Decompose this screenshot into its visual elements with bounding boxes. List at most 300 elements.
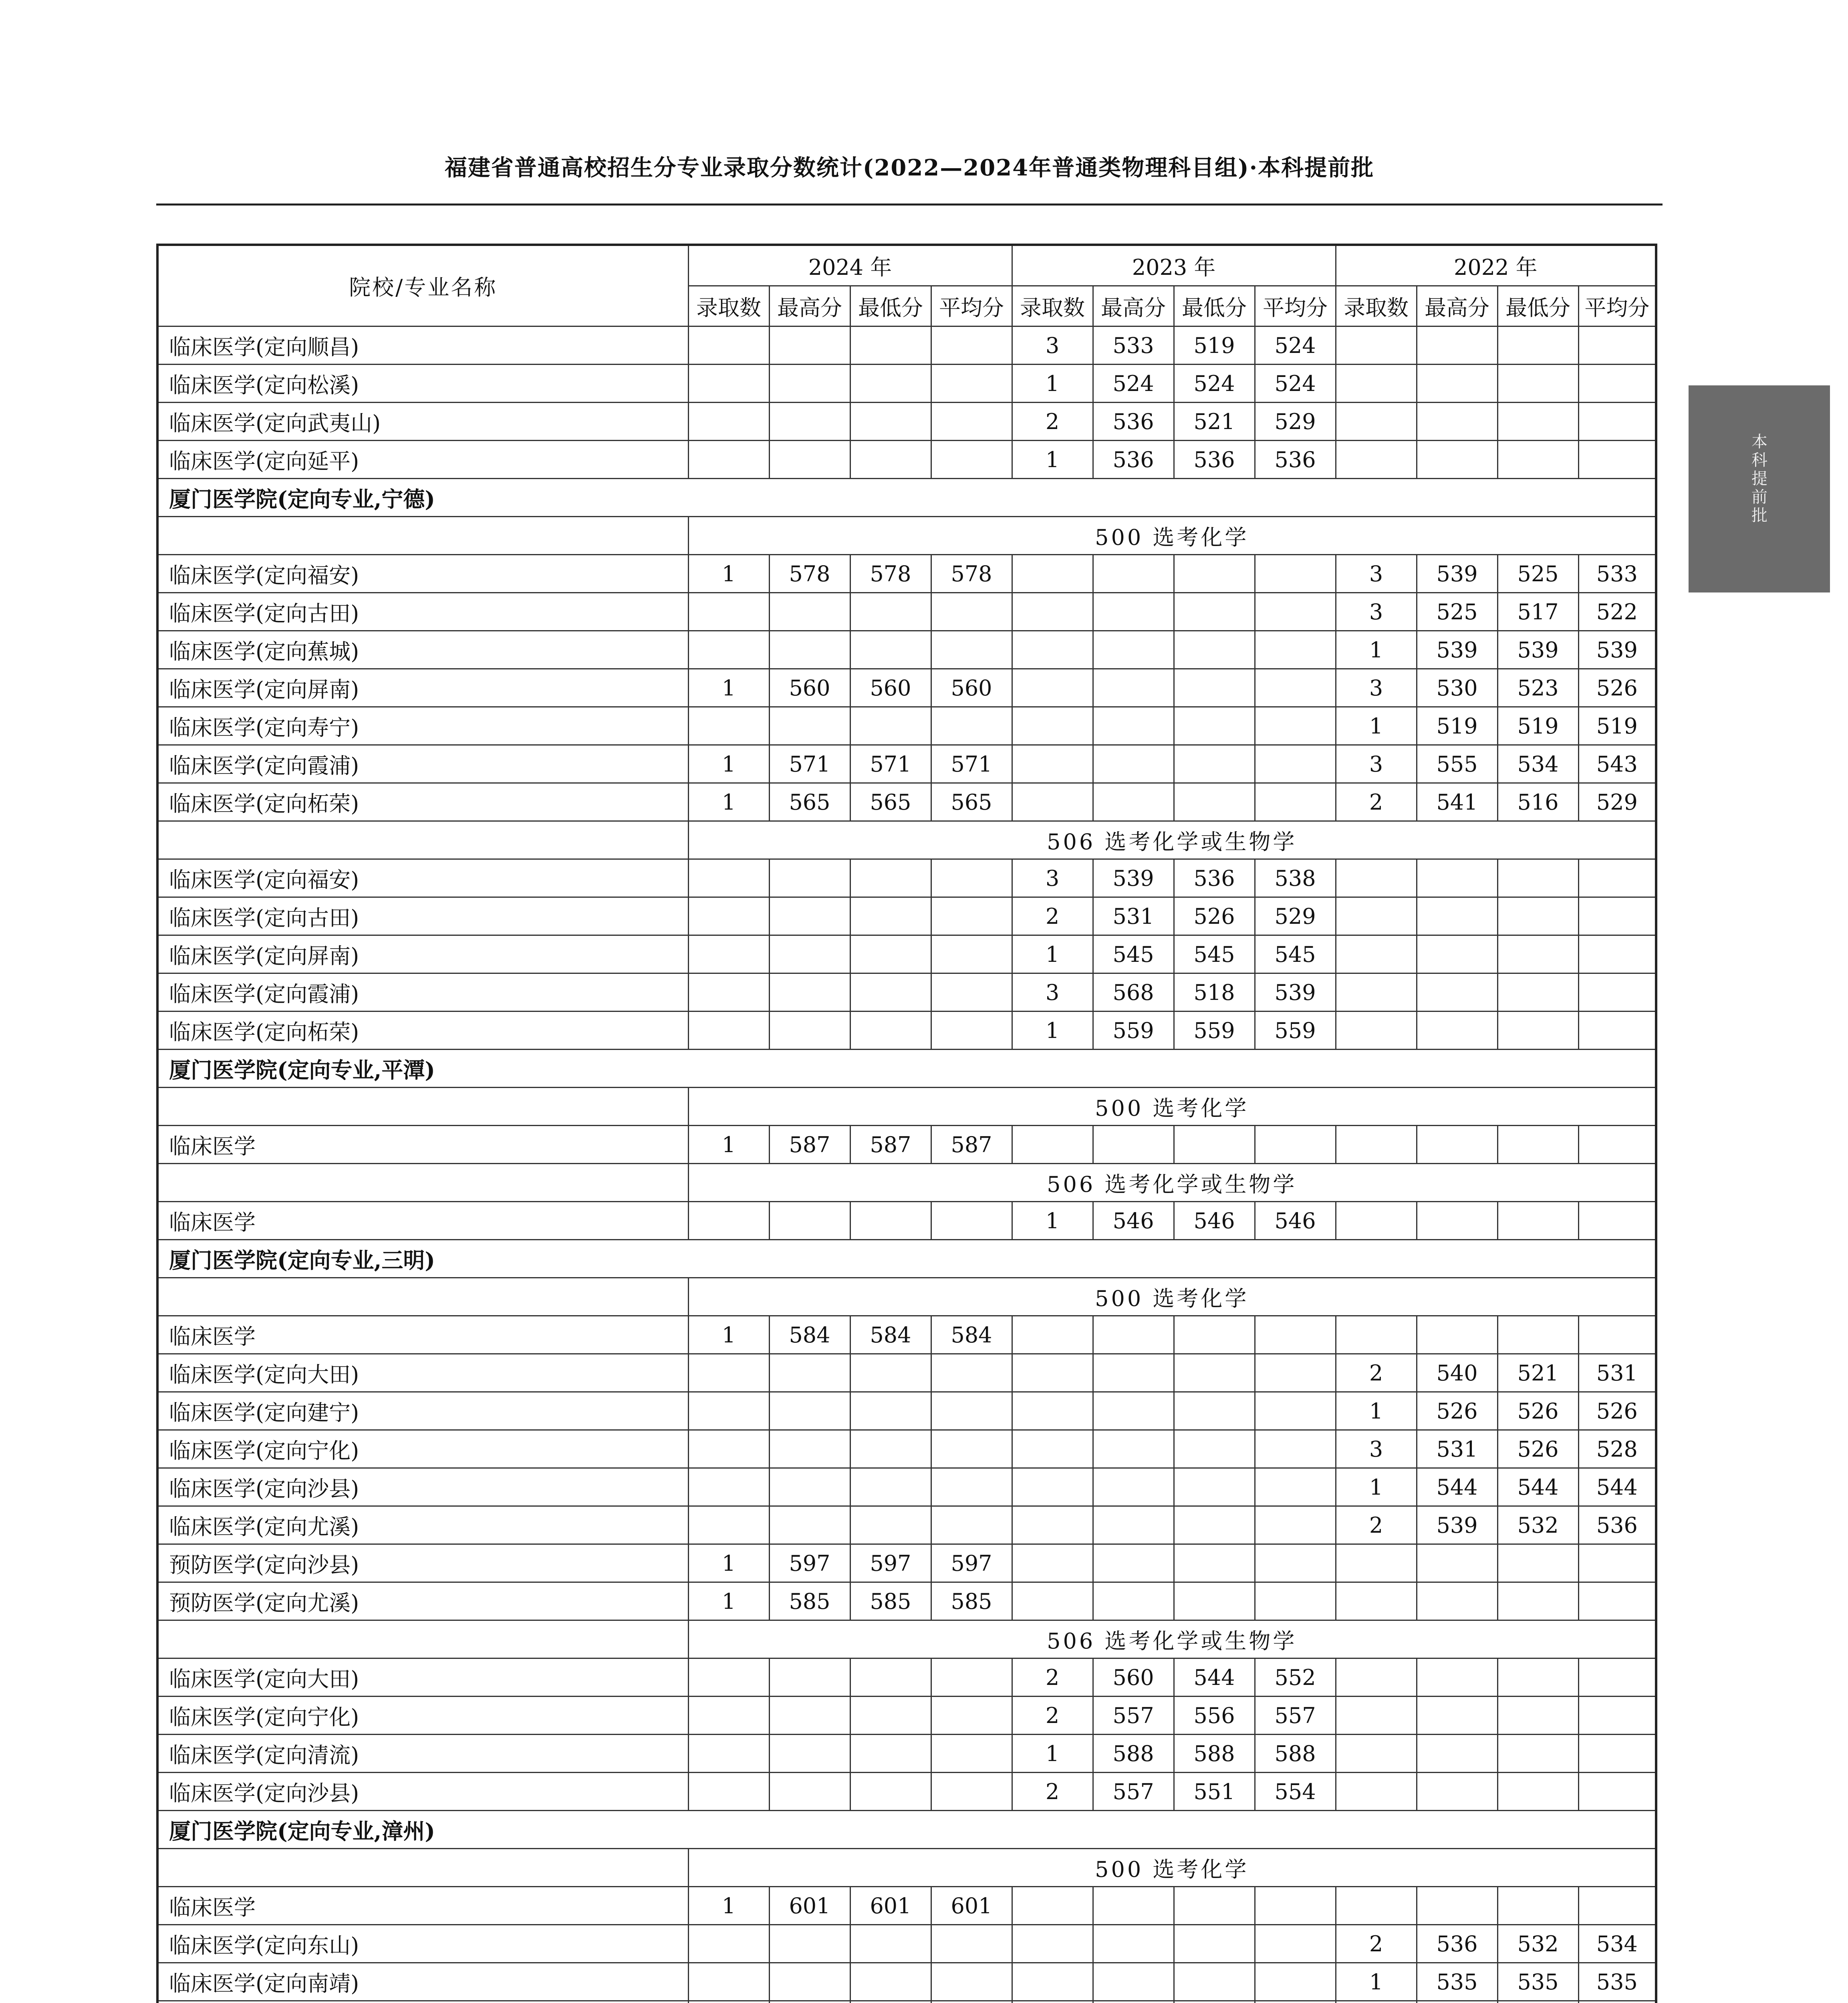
year-header-row bbox=[157, 245, 1656, 286]
y2022-avg-cell bbox=[1578, 441, 1656, 479]
y2024-min-cell: 597 bbox=[850, 1544, 931, 1582]
y2024-count-cell: 1 bbox=[688, 1582, 769, 1620]
y2022-max-cell: 539 bbox=[1417, 555, 1497, 593]
y2022-min-cell bbox=[1497, 441, 1578, 479]
y2024-count-cell bbox=[688, 441, 769, 479]
major-name: 临床医学(定向霞浦) bbox=[157, 973, 688, 1012]
y2023-min-cell bbox=[1174, 1506, 1255, 1544]
y2024-count-cell: 1 bbox=[688, 783, 769, 821]
table-row bbox=[157, 1887, 1656, 1925]
y2024-avg-cell: 597 bbox=[931, 1544, 1012, 1582]
year-header-2024: 2024 年 bbox=[688, 245, 1012, 286]
y2022-avg-cell bbox=[1578, 859, 1656, 897]
school-name: 厦门医学院(定向专业,平潭) bbox=[157, 1050, 1656, 1088]
y2023-max-cell: 557 bbox=[1093, 1773, 1174, 1811]
major-name: 临床医学(定向东山) bbox=[157, 1925, 688, 1963]
school-name: 厦门医学院(定向专业,漳州) bbox=[157, 1811, 1656, 1849]
y2024-min-cell bbox=[850, 441, 931, 479]
y2023-avg-cell bbox=[1255, 1316, 1336, 1354]
table-row bbox=[157, 897, 1656, 935]
table-row bbox=[157, 707, 1656, 745]
y2022-count-cell: 3 bbox=[1336, 669, 1417, 707]
y2023-min-cell: 559 bbox=[1174, 1012, 1255, 1050]
y2024-max-cell bbox=[769, 2001, 850, 2003]
y2024-max-cell bbox=[769, 1658, 850, 1697]
y2023-count-cell bbox=[1012, 783, 1093, 821]
y2024-max-cell: 584 bbox=[769, 1316, 850, 1354]
y2022-avg-cell bbox=[1578, 2001, 1656, 2003]
major-name: 预防医学(定向尤溪) bbox=[157, 1582, 688, 1620]
y2023-max-cell bbox=[1093, 745, 1174, 783]
school-row bbox=[157, 479, 1656, 517]
y2024-avg-cell bbox=[931, 1202, 1012, 1240]
y2022-max-cell bbox=[1417, 1126, 1497, 1164]
y2024-min-cell bbox=[850, 897, 931, 935]
y2024-avg-cell bbox=[931, 1430, 1012, 1468]
y2022-count-cell: 1 bbox=[1336, 1392, 1417, 1430]
y2022-avg-cell bbox=[1578, 1582, 1656, 1620]
y2023-count-cell bbox=[1012, 1392, 1093, 1430]
y2022-avg-cell bbox=[1578, 1773, 1656, 1811]
y2023-min-cell: 545 bbox=[1174, 935, 1255, 973]
table-body bbox=[157, 326, 1656, 2003]
major-name: 临床医学(定向沙县) bbox=[157, 1468, 688, 1506]
table-row bbox=[157, 1012, 1656, 1050]
y2022-count-cell: 1 bbox=[1336, 631, 1417, 669]
y2023-max-cell bbox=[1093, 1963, 1174, 2001]
y2023-max-cell bbox=[1093, 1582, 1174, 1620]
y2023-max-cell: 557 bbox=[1093, 1697, 1174, 1735]
major-name: 临床医学(定向南靖) bbox=[157, 1963, 688, 2001]
y2024-avg-cell: 601 bbox=[931, 1887, 1012, 1925]
y2022-max-cell: 540 bbox=[1417, 1354, 1497, 1392]
y2024-max-cell bbox=[769, 1012, 850, 1050]
y2023-avg-cell: 524 bbox=[1255, 365, 1336, 403]
subject-requirement: 500 选考化学 bbox=[688, 517, 1656, 555]
y2023-min-cell bbox=[1174, 1354, 1255, 1392]
y2023-avg-cell bbox=[1255, 593, 1336, 631]
y2023-min-cell: 588 bbox=[1174, 1735, 1255, 1773]
y2023-count-cell: 1 bbox=[1012, 365, 1093, 403]
y2023-min-cell bbox=[1174, 707, 1255, 745]
y2024-count-cell bbox=[688, 593, 769, 631]
y2023-avg-cell: 554 bbox=[1255, 1773, 1336, 1811]
y2022-count-cell bbox=[1336, 1735, 1417, 1773]
y2022-min-cell: 532 bbox=[1497, 1925, 1578, 1963]
table-row bbox=[157, 2001, 1656, 2003]
y2023-max-cell bbox=[1093, 783, 1174, 821]
y2024-count-cell bbox=[688, 1963, 769, 2001]
y2024-max-cell bbox=[769, 707, 850, 745]
y2022-count-cell bbox=[1336, 441, 1417, 479]
y2024-avg-cell bbox=[931, 1773, 1012, 1811]
y2024-count-cell bbox=[688, 631, 769, 669]
y2022-min-cell: 523 bbox=[1497, 669, 1578, 707]
y2024-min-cell bbox=[850, 631, 931, 669]
y2023-max-cell: 536 bbox=[1093, 403, 1174, 441]
table-row bbox=[157, 1544, 1656, 1582]
y2023-avg-cell bbox=[1255, 1506, 1336, 1544]
major-name: 临床医学(定向柘荣) bbox=[157, 1012, 688, 1050]
y2022-min-cell bbox=[1497, 1735, 1578, 1773]
y2023-min-cell bbox=[1174, 1468, 1255, 1506]
y2022-max-cell: 544 bbox=[1417, 1468, 1497, 1506]
y2024-min-cell bbox=[850, 859, 931, 897]
y2024-avg-cell bbox=[931, 1354, 1012, 1392]
major-name: 临床医学(定向顺昌) bbox=[157, 326, 688, 365]
y2024-avg-cell: 565 bbox=[931, 783, 1012, 821]
table-row bbox=[157, 1582, 1656, 1620]
table-row bbox=[157, 1925, 1656, 1963]
y2022-max-cell: 535 bbox=[1417, 1963, 1497, 2001]
y2022-min-cell: 526 bbox=[1497, 1430, 1578, 1468]
y2022-min-cell: 532 bbox=[1497, 1506, 1578, 1544]
y2022-avg-cell bbox=[1578, 1202, 1656, 1240]
y2023-min-cell bbox=[1174, 593, 1255, 631]
y2022-count-cell bbox=[1336, 1012, 1417, 1050]
y2022-avg-cell bbox=[1578, 1658, 1656, 1697]
y2024-min-cell bbox=[850, 1468, 931, 1506]
y2024-count-cell bbox=[688, 1697, 769, 1735]
table-row bbox=[157, 1392, 1656, 1430]
major-name: 临床医学(定向建宁) bbox=[157, 1392, 688, 1430]
y2023-avg-cell: 588 bbox=[1255, 1735, 1336, 1773]
y2022-avg-cell bbox=[1578, 973, 1656, 1012]
y2024-max-cell bbox=[769, 1735, 850, 1773]
table-row bbox=[157, 1468, 1656, 1506]
y2023-avg-cell: 546 bbox=[1255, 1202, 1336, 1240]
y2022-min-cell bbox=[1497, 1697, 1578, 1735]
y2024-max-cell bbox=[769, 403, 850, 441]
y2024-avg-cell bbox=[931, 1506, 1012, 1544]
subject-requirement-row bbox=[157, 821, 1656, 859]
y2023-max-cell: 588 bbox=[1093, 1735, 1174, 1773]
y2022-min-cell: 521 bbox=[1497, 1354, 1578, 1392]
header-rule bbox=[156, 204, 1663, 206]
y2023-min-cell bbox=[1174, 1963, 1255, 2001]
y2022-max-cell: 539 bbox=[1417, 1506, 1497, 1544]
metric-header-count: 录取数 bbox=[688, 286, 769, 326]
y2023-avg-cell: 529 bbox=[1255, 897, 1336, 935]
major-name: 临床医学 bbox=[157, 1202, 688, 1240]
y2024-max-cell bbox=[769, 1430, 850, 1468]
y2024-max-cell bbox=[769, 1468, 850, 1506]
table-row bbox=[157, 1316, 1656, 1354]
y2022-min-cell: 517 bbox=[1497, 593, 1578, 631]
y2024-avg-cell bbox=[931, 897, 1012, 935]
y2024-count-cell bbox=[688, 1468, 769, 1506]
y2022-min-cell bbox=[1497, 973, 1578, 1012]
y2023-min-cell: 536 bbox=[1174, 441, 1255, 479]
y2023-avg-cell bbox=[1255, 745, 1336, 783]
y2024-min-cell bbox=[850, 1963, 931, 2001]
y2024-min-cell bbox=[850, 365, 931, 403]
y2023-avg-cell: 559 bbox=[1255, 1012, 1336, 1050]
y2022-count-cell: 1 bbox=[1336, 707, 1417, 745]
y2023-min-cell bbox=[1174, 1544, 1255, 1582]
y2022-avg-cell bbox=[1578, 1735, 1656, 1773]
y2023-count-cell bbox=[1012, 669, 1093, 707]
y2022-min-cell bbox=[1497, 897, 1578, 935]
y2022-avg-cell: 535 bbox=[1578, 1963, 1656, 2001]
y2024-count-cell bbox=[688, 2001, 769, 2003]
subject-requirement-row bbox=[157, 1088, 1656, 1126]
major-name: 临床医学 bbox=[157, 1316, 688, 1354]
y2023-min-cell: 518 bbox=[1174, 973, 1255, 1012]
y2024-count-cell: 1 bbox=[688, 1126, 769, 1164]
y2024-avg-cell: 578 bbox=[931, 555, 1012, 593]
metric-header-max: 最高分 bbox=[1093, 286, 1174, 326]
y2023-avg-cell bbox=[1255, 1430, 1336, 1468]
major-name: 临床医学(定向古田) bbox=[157, 593, 688, 631]
y2022-min-cell: 544 bbox=[1497, 1468, 1578, 1506]
subject-requirement: 500 选考化学 bbox=[688, 1088, 1656, 1126]
y2024-min-cell: 571 bbox=[850, 745, 931, 783]
y2024-max-cell bbox=[769, 859, 850, 897]
major-name: 临床医学(定向福安) bbox=[157, 859, 688, 897]
y2022-count-cell bbox=[1336, 1126, 1417, 1164]
y2022-avg-cell: 533 bbox=[1578, 555, 1656, 593]
y2022-min-cell bbox=[1497, 1773, 1578, 1811]
y2022-count-cell: 1 bbox=[1336, 1468, 1417, 1506]
y2023-min-cell bbox=[1174, 1887, 1255, 1925]
y2023-max-cell: 560 bbox=[1093, 1658, 1174, 1697]
y2022-min-cell bbox=[1497, 1658, 1578, 1697]
y2022-avg-cell bbox=[1578, 935, 1656, 973]
y2023-max-cell: 568 bbox=[1093, 973, 1174, 1012]
y2023-count-cell bbox=[1012, 707, 1093, 745]
y2023-count-cell bbox=[1012, 1887, 1093, 1925]
table-row bbox=[157, 631, 1656, 669]
y2023-count-cell bbox=[1012, 1544, 1093, 1582]
major-name: 预防医学(定向沙县) bbox=[157, 1544, 688, 1582]
y2022-max-cell bbox=[1417, 1697, 1497, 1735]
y2022-min-cell: 525 bbox=[1497, 555, 1578, 593]
y2023-count-cell bbox=[1012, 1506, 1093, 1544]
y2024-max-cell bbox=[769, 593, 850, 631]
y2023-max-cell: 533 bbox=[1093, 326, 1174, 365]
y2023-max-cell: 545 bbox=[1093, 935, 1174, 973]
y2022-avg-cell: 534 bbox=[1578, 1925, 1656, 1963]
y2024-count-cell bbox=[688, 1012, 769, 1050]
page-header-title: 福建省普通高校招生分专业录取分数统计(2022—2024年普通类物理科目组)·本科提前批 bbox=[444, 155, 1374, 181]
y2024-min-cell: 584 bbox=[850, 1316, 931, 1354]
table-row bbox=[157, 1963, 1656, 2001]
y2023-min-cell bbox=[1174, 1126, 1255, 1164]
major-name: 临床医学(定向屏南) bbox=[157, 669, 688, 707]
y2022-max-cell bbox=[1417, 935, 1497, 973]
y2022-count-cell: 3 bbox=[1336, 1430, 1417, 1468]
major-name: 临床医学(定向寿宁) bbox=[157, 707, 688, 745]
y2022-avg-cell: 529 bbox=[1578, 783, 1656, 821]
major-name bbox=[157, 2001, 688, 2003]
y2023-avg-cell: 552 bbox=[1255, 1658, 1336, 1697]
y2024-count-cell bbox=[688, 1430, 769, 1468]
major-name: 临床医学(定向古田) bbox=[157, 897, 688, 935]
y2024-count-cell bbox=[688, 897, 769, 935]
y2022-avg-cell: 539 bbox=[1578, 631, 1656, 669]
y2022-min-cell: 519 bbox=[1497, 707, 1578, 745]
y2024-count-cell bbox=[688, 1925, 769, 1963]
major-name: 临床医学(定向武夷山) bbox=[157, 403, 688, 441]
y2023-max-cell bbox=[1093, 1392, 1174, 1430]
y2024-min-cell: 565 bbox=[850, 783, 931, 821]
y2024-max-cell bbox=[769, 1392, 850, 1430]
y2024-avg-cell: 587 bbox=[931, 1126, 1012, 1164]
y2024-count-cell bbox=[688, 935, 769, 973]
subject-requirement: 506 选考化学或生物学 bbox=[688, 821, 1656, 859]
major-name: 临床医学 bbox=[157, 1126, 688, 1164]
subject-requirement-row bbox=[157, 1278, 1656, 1316]
y2023-avg-cell bbox=[1255, 631, 1336, 669]
y2022-max-cell bbox=[1417, 1658, 1497, 1697]
y2024-max-cell bbox=[769, 326, 850, 365]
y2023-count-cell bbox=[1012, 593, 1093, 631]
y2023-count-cell bbox=[1012, 1582, 1093, 1620]
y2023-min-cell bbox=[1174, 783, 1255, 821]
subject-requirement: 506 选考化学或生物学 bbox=[688, 1620, 1656, 1658]
y2024-max-cell: 565 bbox=[769, 783, 850, 821]
y2024-avg-cell bbox=[931, 403, 1012, 441]
y2023-count-cell: 3 bbox=[1012, 326, 1093, 365]
y2022-avg-cell: 519 bbox=[1578, 707, 1656, 745]
y2023-avg-cell: 536 bbox=[1255, 441, 1336, 479]
y2023-max-cell bbox=[1093, 1544, 1174, 1582]
name-column-header: 院校/专业名称 bbox=[157, 245, 688, 326]
y2024-avg-cell bbox=[931, 631, 1012, 669]
y2022-count-cell bbox=[1336, 2001, 1417, 2003]
y2023-count-cell bbox=[1012, 1468, 1093, 1506]
y2022-max-cell bbox=[1417, 897, 1497, 935]
table-row bbox=[157, 326, 1656, 365]
y2024-min-cell: 601 bbox=[850, 1887, 931, 1925]
y2023-count-cell bbox=[1012, 1430, 1093, 1468]
y2023-avg-cell bbox=[1255, 1582, 1336, 1620]
y2022-max-cell: 536 bbox=[1417, 1925, 1497, 1963]
y2024-min-cell bbox=[850, 1697, 931, 1735]
y2022-count-cell: 3 bbox=[1336, 593, 1417, 631]
y2022-avg-cell bbox=[1578, 1544, 1656, 1582]
y2024-count-cell bbox=[688, 403, 769, 441]
y2024-avg-cell bbox=[931, 441, 1012, 479]
y2022-count-cell: 2 bbox=[1336, 1354, 1417, 1392]
y2022-avg-cell bbox=[1578, 1012, 1656, 1050]
school-row bbox=[157, 1240, 1656, 1278]
y2024-min-cell: 585 bbox=[850, 1582, 931, 1620]
y2024-max-cell: 560 bbox=[769, 669, 850, 707]
y2023-max-cell bbox=[1093, 1430, 1174, 1468]
y2023-max-cell bbox=[1093, 2001, 1174, 2003]
y2024-min-cell bbox=[850, 1430, 931, 1468]
y2024-avg-cell bbox=[931, 593, 1012, 631]
y2024-count-cell bbox=[688, 859, 769, 897]
y2023-max-cell bbox=[1093, 1354, 1174, 1392]
y2023-max-cell bbox=[1093, 1925, 1174, 1963]
y2024-min-cell bbox=[850, 707, 931, 745]
table-row bbox=[157, 555, 1656, 593]
y2022-count-cell bbox=[1336, 1887, 1417, 1925]
y2024-avg-cell bbox=[931, 973, 1012, 1012]
y2023-max-cell bbox=[1093, 1887, 1174, 1925]
y2022-max-cell bbox=[1417, 1012, 1497, 1050]
y2024-avg-cell: 571 bbox=[931, 745, 1012, 783]
y2024-count-cell bbox=[688, 1202, 769, 1240]
y2023-count-cell: 1 bbox=[1012, 1735, 1093, 1773]
y2024-count-cell: 1 bbox=[688, 1544, 769, 1582]
y2022-min-cell: 516 bbox=[1497, 783, 1578, 821]
y2023-min-cell bbox=[1174, 1316, 1255, 1354]
empty-cell bbox=[157, 1278, 688, 1316]
y2022-count-cell bbox=[1336, 935, 1417, 973]
y2024-count-cell: 1 bbox=[688, 669, 769, 707]
empty-cell bbox=[157, 1088, 688, 1126]
y2023-avg-cell bbox=[1255, 1544, 1336, 1582]
table-row bbox=[157, 1506, 1656, 1544]
y2024-count-cell bbox=[688, 1735, 769, 1773]
y2024-avg-cell bbox=[931, 859, 1012, 897]
y2023-avg-cell: 524 bbox=[1255, 326, 1336, 365]
y2024-min-cell bbox=[850, 1735, 931, 1773]
y2024-min-cell: 560 bbox=[850, 669, 931, 707]
y2023-avg-cell bbox=[1255, 783, 1336, 821]
y2023-min-cell: 524 bbox=[1174, 365, 1255, 403]
y2023-count-cell: 1 bbox=[1012, 1012, 1093, 1050]
y2024-max-cell bbox=[769, 1354, 850, 1392]
y2024-max-cell: 578 bbox=[769, 555, 850, 593]
y2024-avg-cell bbox=[931, 365, 1012, 403]
subject-requirement-row bbox=[157, 1620, 1656, 1658]
y2024-avg-cell: 585 bbox=[931, 1582, 1012, 1620]
y2024-avg-cell bbox=[931, 935, 1012, 973]
y2023-count-cell: 1 bbox=[1012, 1202, 1093, 1240]
table-row bbox=[157, 1430, 1656, 1468]
y2022-avg-cell bbox=[1578, 326, 1656, 365]
y2024-count-cell bbox=[688, 1506, 769, 1544]
y2024-min-cell bbox=[850, 1354, 931, 1392]
y2023-min-cell bbox=[1174, 1925, 1255, 1963]
y2022-min-cell bbox=[1497, 935, 1578, 973]
y2024-max-cell bbox=[769, 365, 850, 403]
y2024-avg-cell bbox=[931, 1658, 1012, 1697]
y2024-max-cell bbox=[769, 441, 850, 479]
y2024-count-cell bbox=[688, 1658, 769, 1697]
y2024-avg-cell bbox=[931, 1963, 1012, 2001]
table-row bbox=[157, 859, 1656, 897]
y2022-avg-cell: 531 bbox=[1578, 1354, 1656, 1392]
y2023-max-cell: 559 bbox=[1093, 1012, 1174, 1050]
major-name: 临床医学(定向大田) bbox=[157, 1354, 688, 1392]
y2022-count-cell bbox=[1336, 326, 1417, 365]
y2022-max-cell bbox=[1417, 1773, 1497, 1811]
y2023-count-cell: 3 bbox=[1012, 859, 1093, 897]
year-header-2022: 2022 年 bbox=[1336, 245, 1656, 286]
y2024-max-cell bbox=[769, 1773, 850, 1811]
y2023-max-cell: 539 bbox=[1093, 859, 1174, 897]
y2022-count-cell: 2 bbox=[1336, 783, 1417, 821]
y2024-max-cell: 571 bbox=[769, 745, 850, 783]
y2022-min-cell bbox=[1497, 2001, 1578, 2003]
y2024-avg-cell bbox=[931, 2001, 1012, 2003]
table-row bbox=[157, 669, 1656, 707]
y2023-min-cell: 519 bbox=[1174, 326, 1255, 365]
y2023-max-cell: 524 bbox=[1093, 365, 1174, 403]
y2022-avg-cell: 526 bbox=[1578, 1392, 1656, 1430]
y2024-min-cell bbox=[850, 1506, 931, 1544]
y2022-count-cell bbox=[1336, 897, 1417, 935]
y2022-min-cell bbox=[1497, 1887, 1578, 1925]
major-name: 临床医学(定向宁化) bbox=[157, 1430, 688, 1468]
table-row bbox=[157, 365, 1656, 403]
